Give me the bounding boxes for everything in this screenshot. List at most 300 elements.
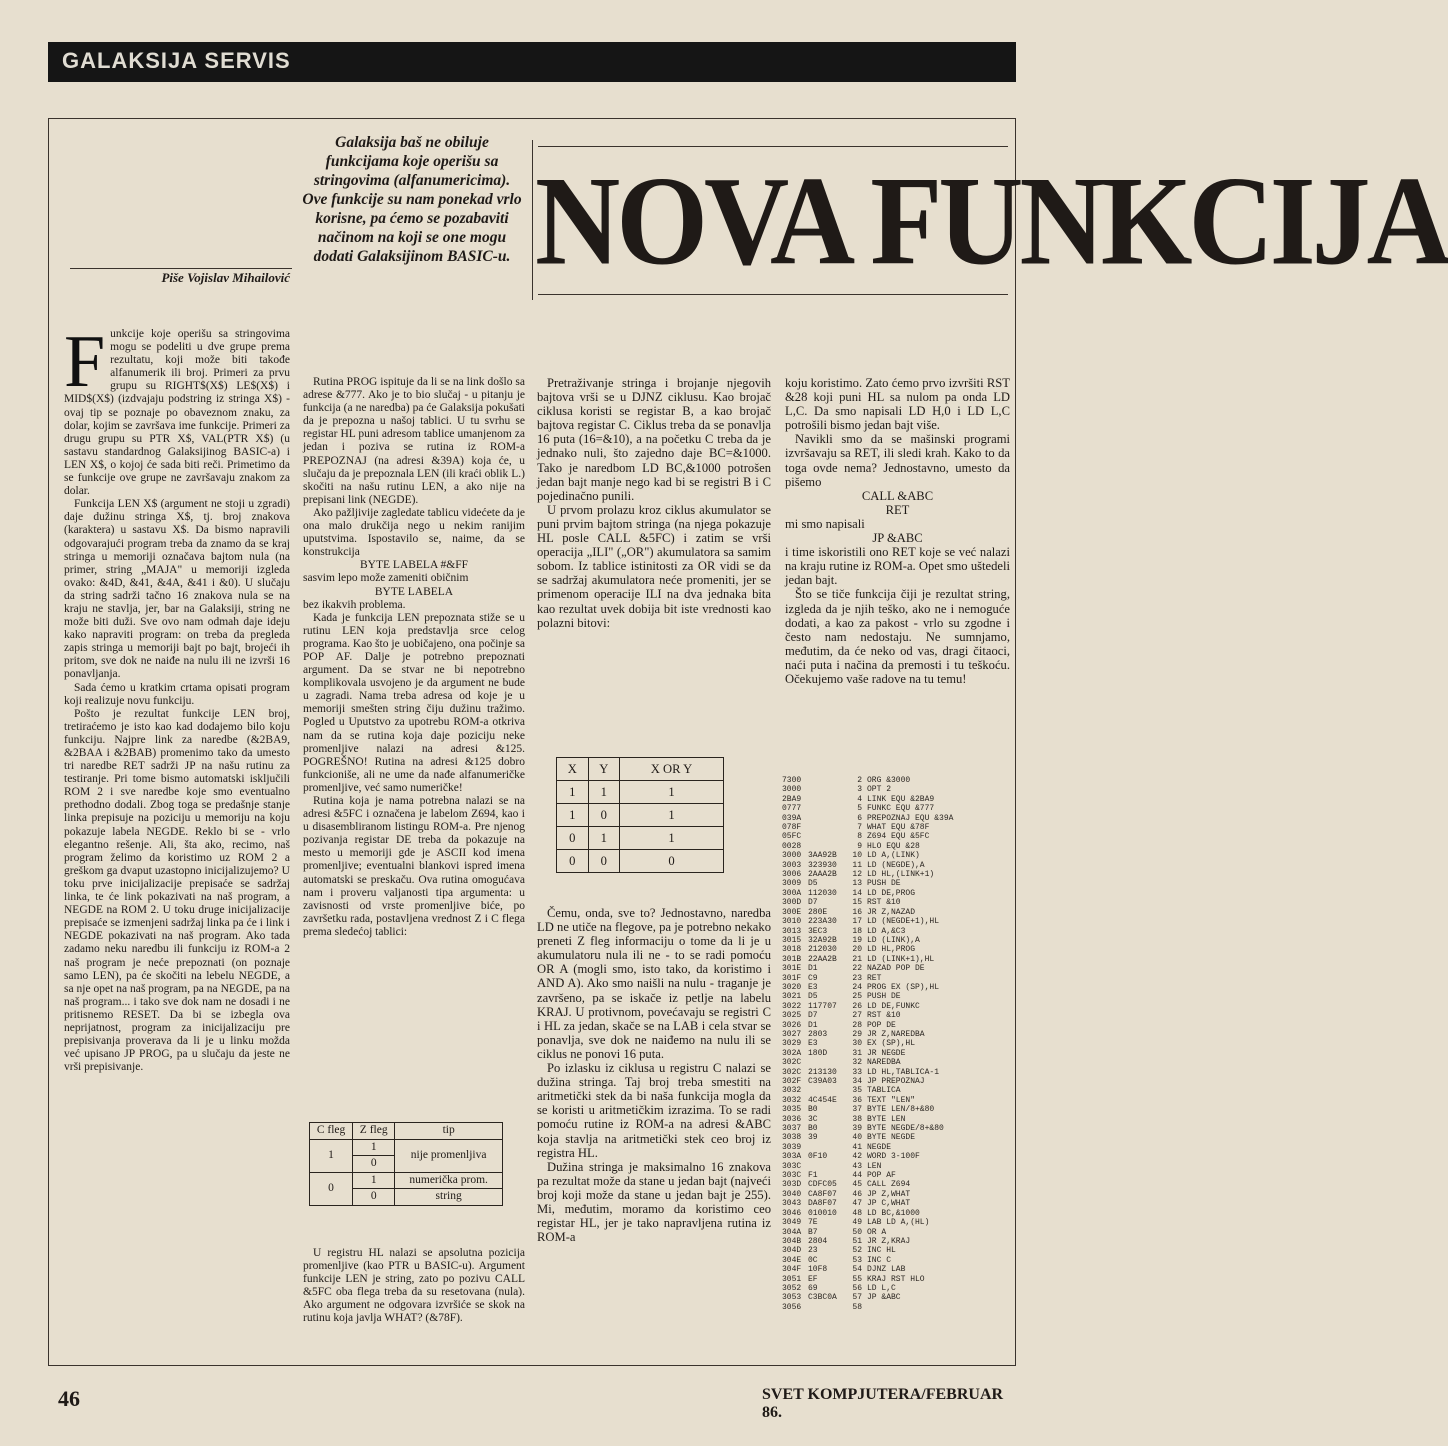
listing-line-number: 24 [852,982,862,992]
listing-address: 3025 [782,1011,802,1021]
code-line: RET [885,502,910,517]
listing-bytes: 0F10 [808,1152,828,1162]
listing-instruction: WORD 3-100F [867,1152,920,1162]
listing-line-number: 2 [857,776,862,785]
listing-bytes: 2AAA2B [808,870,837,880]
listing-bytes: 223A30 [808,917,837,927]
listing-address: 3039 [782,1142,802,1152]
listing-address: 301B [782,954,802,964]
listing-line-number: 10 [852,851,862,861]
listing-bytes: 4C454E [808,1095,837,1105]
listing-line-number: 9 [857,841,862,851]
listing-line-number: 15 [852,898,862,908]
listing-bytes: D5 [808,879,818,889]
listing-line [782,1246,1012,1255]
listing-line-number: 43 [852,1161,862,1171]
listing-address: 303A [782,1152,802,1162]
listing-address: 078F [782,823,802,833]
listing-line [782,814,1012,823]
listing-instruction: BYTE LEN [867,1114,906,1124]
listing-line [782,879,1012,888]
listing-address: 3032 [782,1086,802,1096]
listing-instruction: JR Z,NAZAD [867,907,916,917]
listing-line [782,1049,1012,1058]
listing-line-number: 37 [852,1105,862,1115]
listing-bytes: C3BC0A [808,1293,837,1303]
listing-instruction: LD HL,(LINK+1) [867,870,935,880]
listing-line [782,1002,1012,1011]
listing-instruction: CALL Z694 [867,1180,911,1190]
listing-instruction: LD (NEGDE),A [867,860,925,870]
listing-bytes: E3 [808,1039,818,1049]
paragraph: U registru HL nalazi se apsolutna pozicija promenljive (kao PTR u BASIC-u). Argument funkcije LEN je string, zato po pozivu CALL &5FC oba flega treba da su resetovana (nula). Ako argument ne odgovara izvršiće se skok na rutinu koja javlja WHAT? (&78F). [303,1247,525,1325]
column-2 [303,376,525,939]
listing-line [782,1180,1012,1189]
paragraph: Funkcija LEN X$ (argument ne stoji u zgradi) daje dužinu stringa X$, tj. broj znakova (karaktera) u sastavu X$. Da bismo napravili odgovarajući program treba da znamo da se kraj stringa u memoriji označava bajtom nula (na primer, string „MAJA" u memoriji izgleda ovako: &4D, &41, &4A, &41 i &0). U slučaju da string sadrži tačno 16 znakova nula se na kraju ne stavlja, jer, bar na Galaksiji, string ne može biti duži. Sve ovo nam odmah daje ideju kako napraviti program: on treba da pregleda zapis stringa u memoriji bajt po bajt, brojeći ih pritom, sve dok ne naiđe na nulu ili ne izvrši 16 ponavljanja. [64,498,290,681]
listing-line-number: 48 [852,1208,862,1218]
listing-line [782,1190,1012,1199]
listing-line [782,851,1012,860]
listing-line [782,804,1012,813]
listing-instruction: LD (LINK),A [867,935,920,945]
listing-address: 302C [782,1067,802,1077]
listing-address: 304B [782,1236,802,1246]
listing-instruction: BYTE NEGDE [867,1133,916,1143]
listing-instruction: BYTE NEGDE/8+&80 [867,1124,944,1134]
table-cell: 1 [588,827,620,850]
table-header: C fleg [310,1123,353,1140]
listing-bytes: 39 [808,1133,818,1143]
listing-address: 3049 [782,1218,802,1228]
listing-address: 3035 [782,1105,802,1115]
listing-line [782,1068,1012,1077]
listing-line-number: 26 [852,1001,862,1011]
table-cell: 0 [310,1172,353,1205]
listing-instruction: JP &ABC [867,1293,901,1303]
listing-bytes: C39A03 [808,1077,837,1086]
table-cell: 1 [310,1139,353,1172]
listing-line-number: 44 [852,1171,862,1181]
listing-line [782,785,1012,794]
listing-address: 302F [782,1077,802,1086]
code-line: JP &ABC [872,531,923,546]
listing-line-number: 8 [857,832,862,842]
listing-instruction: RST &10 [867,898,901,908]
listing-address: 304A [782,1227,802,1237]
listing-address: 3037 [782,1124,802,1134]
article-title: NOVA FUNKCIJA [535,150,1448,292]
table-cell: nije promenljiva [395,1139,503,1172]
listing-instruction: LD A,(LINK) [867,851,920,861]
code-line: BYTE LABELA [374,585,454,598]
listing-instruction: LD (LINK+1),HL [867,954,935,964]
table-header: X OR Y [620,758,724,781]
listing-address: 300D [782,898,802,908]
listing-line [782,1086,1012,1095]
listing-instruction: LAB LD A,(HL) [867,1218,930,1228]
column-4 [785,376,1010,686]
listing-line-number: 40 [852,1133,862,1143]
section-header-bar [48,42,1016,82]
listing-line-number: 22 [852,964,862,974]
listing-instruction: NEGDE [867,1142,892,1152]
listing-instruction: INC HL [867,1246,896,1256]
listing-line [782,1293,1012,1302]
table-cell: 1 [557,781,589,804]
listing-line-number: 42 [852,1152,862,1162]
author-byline: Piše Vojislav Mihailović [161,270,290,285]
listing-address: 3046 [782,1208,802,1218]
listing-bytes: 212030 [808,945,837,955]
listing-address: 3053 [782,1293,802,1303]
listing-line-number: 25 [852,992,862,1002]
paragraph: Čemu, onda, sve to? Jednostavno, naredba LD ne utiče na flegove, pa je potrebno nekako preneti Z fleg informaciju o tome da li je u akumulatoru nula ili ne - to se radi pomoću OR A (mogli smo, isto tako, da koristimo i AND A). Ako smo naišli na nulu - traganje je završeno, pa se iskače iz petlje na labelu KRAJ. U protivnom, povećavaju se registri C i HL za jedan, skače se na LAB i cela stvar se ponavlja, sve dok ne naiđemo na nulu ili se ciklus ne ponovi 16 puta. [537,906,771,1061]
listing-bytes: 3AA92B [808,851,837,861]
listing-line [782,832,1012,841]
listing-instruction: POP DE [867,1020,896,1030]
listing-address: 3006 [782,870,802,880]
listing-line [782,1171,1012,1180]
magazine-footer: SVET KOMPJUTERA/FEBRUAR 86. [762,1386,1004,1421]
listing-address: 3052 [782,1283,802,1293]
column-1 [64,321,290,1074]
or-truth-table [556,757,724,873]
listing-line [782,1209,1012,1218]
table-cell: 0 [353,1156,395,1173]
paragraph: sasvim lepo može zameniti običnim [303,572,469,585]
listing-bytes: 10F8 [808,1265,828,1275]
listing-line-number: 55 [852,1274,862,1284]
listing-line-number: 34 [852,1077,862,1086]
title-divider [532,140,533,300]
listing-address: 3010 [782,917,802,927]
listing-instruction: LD HL,TABLICA-1 [867,1067,940,1077]
listing-instruction: LINK EQU &2BA9 [867,794,935,804]
listing-line [782,898,1012,907]
listing-bytes: 323930 [808,860,837,870]
listing-instruction: OPT 2 [867,785,892,795]
listing-bytes: D1 [808,964,818,974]
listing-line-number: 14 [852,888,862,898]
listing-instruction: NAREDBA [867,1058,901,1068]
listing-line-number: 27 [852,1011,862,1021]
listing-bytes: B7 [808,1227,818,1237]
listing-bytes: EF [808,1274,818,1284]
listing-bytes: 3C [808,1114,818,1124]
table-cell: 0 [620,850,724,873]
listing-address: 3020 [782,982,802,992]
code-line: CALL &ABC [861,488,934,503]
paragraph: i time iskoristili ono RET koje se već nalazi na kraju rutine iz ROM-a. Opet smo uštedeli jedan bajt. [785,545,1010,588]
listing-line-number: 45 [852,1180,862,1190]
listing-bytes: 2803 [808,1029,828,1039]
listing-line [782,1228,1012,1237]
table-cell: 0 [588,804,620,827]
listing-line-number: 18 [852,926,862,936]
table-header: X [557,758,589,781]
section-title: GALAKSIJA SERVIS [62,48,291,73]
listing-bytes: 112030 [808,888,837,898]
paragraph: koju koristimo. Zato ćemo prvo izvršiti RST &28 koji puni HL sa nulom pa onda LD L,C. Da smo napisali LD H,0 i LD L,C potrošili bismo jedan bajt više. [785,376,1010,433]
table-cell: 0 [588,850,620,873]
listing-address: 05FC [782,832,802,842]
listing-instruction: JP PREPOZNAJ [867,1077,925,1086]
listing-bytes: 117707 [808,1001,837,1011]
listing-address: 7300 [782,776,802,785]
listing-line [782,889,1012,898]
listing-line [782,1237,1012,1246]
listing-bytes: D1 [808,1020,818,1030]
listing-instruction: INC C [867,1255,892,1265]
listing-address: 3027 [782,1029,802,1039]
table-cell: 1 [620,781,724,804]
listing-line-number: 19 [852,935,862,945]
drop-cap: F [64,321,106,403]
listing-address: 3043 [782,1199,802,1209]
listing-line [782,964,1012,973]
paragraph: Što se tiče funkcija čiji je rezultat string, izgleda da je njih teško, ako ne i nemoguće dodati, a kao za pakost - vrlo su zgodne i često nam nedostaju. Ne sumnjamo, međutim, da će neko od vas, dragi čitaoci, naći puta i načina da premosti i tu teškoću. Očekujemo vaše radove na tu temu! [785,587,1010,686]
listing-instruction: PUSH DE [867,992,901,1002]
listing-line [782,1058,1012,1067]
listing-line [782,1077,1012,1086]
listing-instruction: PUSH DE [867,879,901,889]
column-3 [537,376,771,630]
listing-instruction: FUNKC EQU &777 [867,804,935,814]
listing-address: 0777 [782,804,802,814]
author-rule [70,268,292,269]
listing-instruction: POP AF [867,1171,896,1181]
listing-line-number: 52 [852,1246,862,1256]
page-number: 46 [58,1386,80,1411]
listing-line [782,1039,1012,1048]
listing-instruction: Z694 EQU &5FC [867,832,930,842]
listing-instruction: TEXT "LEN" [867,1095,916,1105]
listing-line-number: 57 [852,1293,862,1303]
paragraph: Dužina stringa je maksimalno 16 znakova pa rezultat može da stane u jedan bajt (najveći broj koji može da stane u jedan bajt je 255). Mi, međutim, moramo da koristimo ceo registar HL, jer je tako napravljena rutina iz ROM-a [537,1159,771,1245]
table-header: Z fleg [353,1123,395,1140]
listing-line [782,1199,1012,1208]
listing-line-number: 56 [852,1283,862,1293]
listing-line-number: 21 [852,954,862,964]
listing-line [782,1021,1012,1030]
listing-address: 302A [782,1048,802,1058]
listing-line [782,936,1012,945]
listing-line-number: 6 [857,813,862,823]
listing-instruction: LD DE,FUNKC [867,1001,920,1011]
listing-bytes: 7E [808,1218,818,1228]
listing-line-number: 41 [852,1142,862,1152]
listing-address: 3000 [782,785,802,795]
listing-address: 303C [782,1161,802,1171]
listing-line [782,1218,1012,1227]
table-cell: 1 [353,1172,395,1189]
listing-instruction: OR A [867,1227,887,1237]
listing-address: 303D [782,1180,802,1190]
listing-address: 304D [782,1246,802,1256]
listing-line [782,776,1012,785]
listing-line-number: 12 [852,870,862,880]
table-cell: numerička prom. [395,1172,503,1189]
listing-line-number: 58 [852,1302,862,1312]
table-cell: 0 [557,850,589,873]
paragraph: Pošto je rezultat funkcije LEN broj, tretiraćemo je isto kao kad dodajemo bilo koju funkciju. Najpre link za naredbe (&2BA9, &2BAA i &2BAB) promenimo tako da umesto tri naredbe RET sadrži JP na našu rutinu za testiranje. Pri tome bismo automatski isključili ROM 2 i sve naredbe koje smo eventualno prethodno dodali. Zbog toga se predašnje stanje linka prepisuje na poziciju u memoriju na koju pokazuje labela NEGDE. Reklo bi se - vrlo elegantno rešenje. Ali, šta ako, recimo, naš program želimo da koristimo uz ROM 2 a greškom ga dvaput uzastopno inicijalizujemo? U toku prve inicijalizacije prepisaće se sadržaj linka, te će link pokazivati na naš program, a NEGDE na ROM 2. U toku druge inicijalizacije prepisaće se izmenjeni sadržaj linka pa će i link i NEGDE pokazivati na naš program. Ako tada zadamo neku naredbu ili funkciju iz ROM-a 2 naš program je neće prepoznati (on poznaje samo LEN), pa će skočiti na lebelu NEGDE, a sa nje opet na naš program, pa na NEGDE, pa na naš program... i tako sve dok nam ne dosadi i ne pritisnemo RESET. Da bi se izbegla ova neprijatnost, program za inicijalizaciju pre prepisivanja proverava da li je u linku možda već upisano JP PROG, pa u slučaju da jeste ne vrši prepisivanje. [64,707,290,1074]
listing-bytes: 2804 [808,1236,828,1246]
listing-address: 3032 [782,1095,802,1105]
listing-address: 3029 [782,1039,802,1049]
listing-bytes: 213130 [808,1067,837,1077]
listing-instruction: PREPOZNAJ EQU &39A [867,813,954,823]
paragraph-text: unkcije koje operišu sa stringovima mogu se podeliti u dve grupe prema rezultatu, koji može biti takođe alfanumerik ili broj. Primeri za prvu grupu su RIGHT$(X$) LE$(X$) i MID$(X$) (izdvajaju podstring iz stringa X$) - ovaj tip se poznaje po obaveznom znaku, za dolar, kojim se završava ime funkcije. Primeri za drugu grupu su PTR X$, VAL(PTR X$) (u sastavu standardnog Galaksijinog BASIC-a) i LEN X$, o kojoj će sada biti reči. Primetimo da se funkcije ove grupe ne završavaju znakom za dolar. [64,328,290,498]
listing-line-number: 49 [852,1218,862,1228]
listing-bytes: 0C [808,1255,818,1265]
listing-line [782,927,1012,936]
listing-line-number: 54 [852,1265,862,1275]
listing-instruction: RST &10 [867,1011,901,1021]
listing-line-number: 28 [852,1020,862,1030]
listing-instruction: LD L,C [867,1283,896,1293]
listing-address: 3040 [782,1189,802,1199]
listing-line-number: 32 [852,1058,862,1068]
listing-instruction: DJNZ LAB [867,1265,906,1275]
paragraph: Sada ćemo u kratkim crtama opisati program koji realizuje novu funkciju. [64,681,290,707]
listing-instruction: LEN [867,1161,882,1171]
listing-instruction: RET [867,973,882,983]
listing-bytes: F1 [808,1171,818,1181]
listing-address: 300E [782,907,802,917]
listing-line [782,823,1012,832]
listing-line [782,1256,1012,1265]
listing-line-number: 38 [852,1114,862,1124]
listing-address: 3036 [782,1114,802,1124]
listing-bytes: 3EC3 [808,926,828,936]
listing-instruction: LD A,&C3 [867,926,906,936]
listing-bytes: D7 [808,1011,818,1021]
listing-line [782,1124,1012,1133]
listing-address: 3018 [782,945,802,955]
listing-address: 3003 [782,860,802,870]
listing-line [782,1096,1012,1105]
listing-bytes: CA8F07 [808,1189,837,1199]
listing-line-number: 31 [852,1048,862,1058]
listing-address: 301F [782,973,802,983]
listing-line [782,1133,1012,1142]
listing-line [782,974,1012,983]
listing-line [782,1275,1012,1284]
table-cell: 1 [353,1139,395,1156]
listing-instruction: BYTE LEN/8+&80 [867,1105,935,1115]
column-3-continued [537,906,771,1244]
listing-line [782,1105,1012,1114]
listing-line [782,945,1012,954]
paragraph: U prvom prolazu kroz ciklus akumulator se puni prvim bajtom stringa (na njega pokazuje HL posle CALL &5FC) i zatim se vrši operacija „ILI" („OR") akumulatora sa samim sobom. Iz tablice istinitosti za OR vidi se da se sadržaj akumulatora neće promeniti, jer se primenom operacije ILI na dva jednaka bita kao rezultat uvek dobija bit iste vrednosti kao polazni bitovi: [537,502,771,630]
table-cell: string [395,1189,503,1206]
listing-line-number: 17 [852,917,862,927]
table-cell: 1 [620,827,724,850]
listing-instruction: JP Z,WHAT [867,1189,911,1199]
table-header: Y [588,758,620,781]
listing-instruction: WHAT EQU &78F [867,823,930,833]
listing-line-number: 47 [852,1199,862,1209]
listing-address: 3013 [782,926,802,936]
listing-address: 304E [782,1255,802,1265]
table-cell: 1 [588,781,620,804]
listing-line-number: 4 [857,794,862,804]
listing-address: 3000 [782,851,802,861]
listing-line-number: 7 [857,823,862,833]
listing-instruction: NAZAD POP DE [867,964,925,974]
listing-instruction: JR Z,NAREDBA [867,1029,925,1039]
listing-address: 3015 [782,935,802,945]
listing-instruction: LD BC,&1000 [867,1208,920,1218]
listing-line-number: 39 [852,1124,862,1134]
listing-bytes: C9 [808,973,818,983]
listing-line [782,917,1012,926]
column-2-continued [303,1247,525,1326]
paragraph: Po izlasku iz ciklusa u registru C nalazi se dužina stringa. Taj broj treba smestiti na aritmetički stek da bi naša funkcija mogla da se koristi u aritmetičkim izrazima. To se radi pomoću rutine iz ROM-a na adresi &ABC koja stavlja na aritmetički stek ceo broj iz registra HL. [537,1061,771,1160]
paragraph: Rutina koja je nama potrebna nalazi se na adresi &5FC i označena je labelom Z694, kao i u disasembliranom listingu ROM-a. Pre njenog pozivanja registar DE treba da pokazuje na mesto u memoriji gde je ASCII kod imena promenljive; eventualni blankovi ispred imena automatski se preskaču. Ova rutina omogućava nam i proveru valjanosti tipa argumenta: u zavisnosti od vrste promenljive biće, po završetku rada, postavljena vrednost Z i C flega prema sledećoj tablici: [303,795,525,938]
listing-bytes: 280E [808,907,828,917]
listing-line-number: 35 [852,1086,862,1096]
listing-line-number: 3 [857,785,862,795]
paragraph: mi smo napisali [785,516,865,531]
article-intro: Galaksija baš ne obiluje funkcijama koje operišu sa stringovima (alfanumericima). Ove funkcije su nam ponekad vrlo korisne, pa ćemo se pozabaviti načinom na koji se one mogu dodati Galaksijinom BASIC-u. [302,134,522,265]
listing-bytes: B0 [808,1105,818,1115]
listing-bytes: E3 [808,982,818,992]
listing-line-number: 16 [852,907,862,917]
listing-address: 303C [782,1171,802,1181]
listing-instruction: LD (NEGDE+1),HL [867,917,940,927]
listing-line-number: 20 [852,945,862,955]
listing-line-number: 33 [852,1067,862,1077]
listing-address: 3038 [782,1133,802,1143]
listing-instruction: JP C,WHAT [867,1199,911,1209]
listing-line [782,861,1012,870]
listing-line [782,908,1012,917]
listing-address: 3021 [782,992,802,1002]
listing-bytes: 32A92B [808,935,837,945]
listing-address: 039A [782,813,802,823]
listing-address: 3022 [782,1001,802,1011]
listing-instruction: LD HL,PROG [867,945,916,955]
listing-line-number: 13 [852,879,862,889]
listing-address: 304F [782,1265,802,1275]
listing-line [782,870,1012,879]
code-line: BYTE LABELA #&FF [360,559,468,572]
listing-line [782,842,1012,851]
table-cell: 1 [557,804,589,827]
table-header: tip [395,1123,503,1140]
listing-line [782,1011,1012,1020]
table-cell: 0 [353,1189,395,1206]
listing-line [782,1143,1012,1152]
listing-bytes: B0 [808,1124,818,1134]
listing-instruction: PROG EX (SP),HL [867,982,940,992]
listing-line-number: 36 [852,1095,862,1105]
paragraph: Navikli smo da se mašinski programi izvršavaju sa RET, ili sledi krah. Kako to da toga ovde nema? Jednostavno, umesto da pišemo [785,432,1010,489]
listing-line [782,1152,1012,1161]
listing-line [782,1115,1012,1124]
listing-address: 302C [782,1058,802,1068]
listing-address: 301E [782,964,802,974]
listing-address: 0028 [782,841,802,851]
listing-line [782,955,1012,964]
listing-instruction: ORG &3000 [867,776,911,785]
listing-bytes: 69 [808,1283,818,1293]
table-cell: 0 [557,827,589,850]
listing-instruction: TABLICA [867,1086,901,1096]
listing-line-number: 46 [852,1189,862,1199]
table-cell: 1 [620,804,724,827]
